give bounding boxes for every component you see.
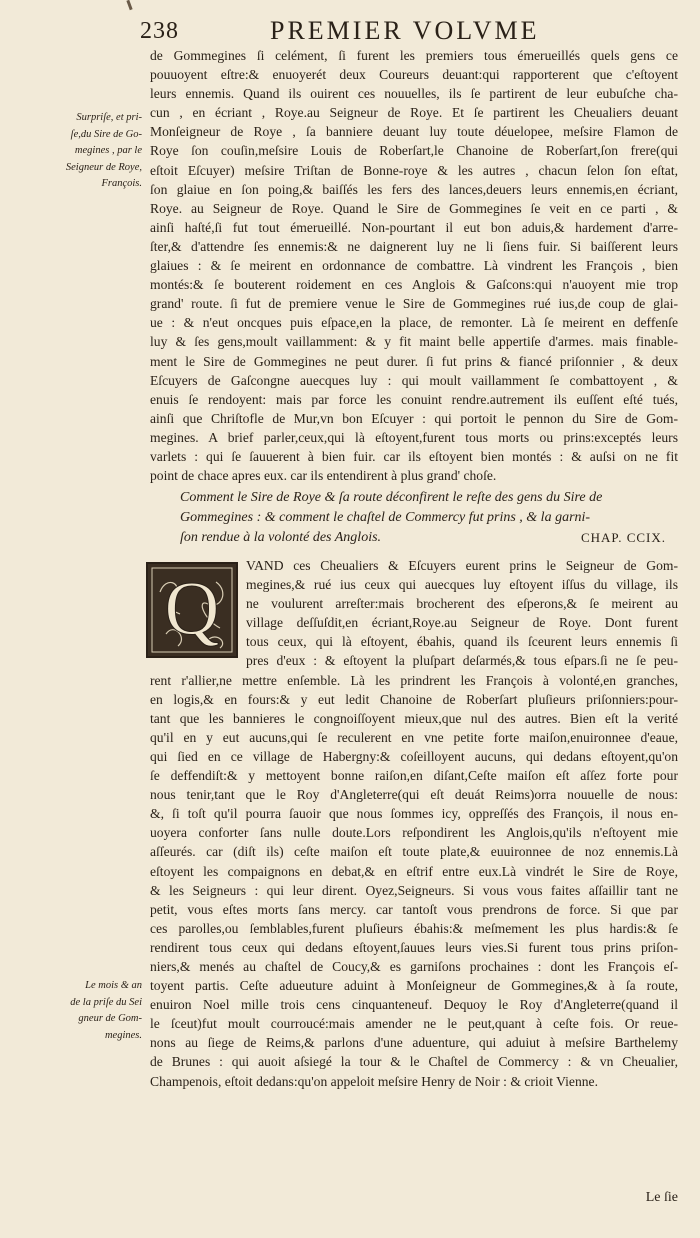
text-line: megines. A brief parler,ceux,qui là eſtoyent,furent tous morts ou prins:exceptés leurs <box>150 429 678 445</box>
text-line: cun , en écriant , Roye.au Seigneur de Roye. Et ſe partirent les Cheualiers deuant <box>150 105 678 121</box>
section-1-text <box>150 46 678 485</box>
text-line: grand' route. ſi fut de premiere venue le Sire de Gommegines rué ius,de coup de glai- <box>150 296 678 312</box>
page-header <box>140 14 680 44</box>
text-line: varlets : qui ſe ſauuerent à bien fuir. car ils eſtoyent bien montés : & auſsi on ne fit <box>150 448 678 464</box>
text-line: ainſi que Chriſtofle de Mur,vn bon Eſcuyer : qui portoit le pennon du Sire de Gom- <box>150 410 678 426</box>
margin-note-line: megines , par le <box>74 145 142 156</box>
section-2-text <box>150 556 678 1091</box>
text-line: eſtoit Eſcuyer) meſsire Triſtan de Bonne-roye & les autres , chacun ſelon ſon eſtat, <box>150 162 678 178</box>
text-line: ainſi haſté,ſi fut tout émerueillé. Non-pourtant il eut bon aduis,& hardement d'arre- <box>150 219 678 235</box>
margin-note-line: ſe,du Sire de Go- <box>70 128 142 140</box>
text-line: le ſceut)fut moult courroucé:mais amender ne le peut,quant à ceſte fois. Or reue- <box>150 1016 678 1032</box>
text-line: eſtoyent les compaignons en debat,& en eſtrif entre eux.Là vindrét le Sire de Roye, <box>150 863 678 879</box>
text-line: ment le Sire de Gommegines ne peut durer. ſi fut prins & fiancé priſonnier , & deux <box>150 353 678 369</box>
running-title: PREMIER VOLVME <box>270 16 540 45</box>
text-line: aſſeurés. car (diſt ils) ceſte maiſon eſt toute plate,& euuironnee de noz ennemis.Là <box>150 844 678 860</box>
text-line: niers,& menés au chaſtel de Coucy,& es garniſons prochaines : dont les François eſ- <box>150 958 678 974</box>
text-line: petit, vous eſtes morts ſans mercy. car tantoſt vous prendrons de force. Si que par <box>150 901 678 917</box>
text-line: & les Seigneurs : qui leur dirent. Oyez,Seigneurs. Si vous vous faites aſſaillir tant ne <box>150 882 678 898</box>
drop-cap-letter: Q <box>164 567 220 651</box>
text-line: Monſeigneur de Roye , ſa banniere deuant luy toute déuelopee, meſsire Flamon de <box>150 124 678 140</box>
margin-note-date <box>54 978 142 1044</box>
margin-note-line: François. <box>101 178 142 189</box>
text-line: de Gommegines ſi celément, ſi furent les premiers tous émerueillés quels gens ce <box>150 48 678 63</box>
text-line: Eſcuyers de Gaſcongne auecques luy : qui moult vaillamment ſe combattoyent , & <box>150 372 678 388</box>
chapter-heading <box>180 488 666 548</box>
margin-note-line: gneur de Gom- <box>78 1013 142 1024</box>
text-line: qui ſied en ce village de Habergny:& coſeilloyent aucuns, qui dedans eſtoyent,qu'on <box>150 748 678 764</box>
catchword: Le ſie <box>645 1190 678 1205</box>
heading-line: ſon rendue à la volonté des Anglois. <box>180 530 382 545</box>
margin-note-line: Le mois & an <box>85 980 142 991</box>
text-line: leurs ennemis. Quand ils ouirent ces nouuelles, ils ſe partirent de leur eubuſche cha- <box>150 86 678 102</box>
text-line: megines,& rué ius ceux qui auecques luy eſtoyent iſſus du village, ils <box>246 577 678 593</box>
text-line: ces parolles,ou ſemblables,furent pluſieurs ébahis:& meſmement les plus hardis:& ſe <box>150 920 678 936</box>
heading-line: Gommegines : & comment le chaſtel de Commercy fut prins , & la garni- <box>180 510 591 525</box>
margin-note-line: de la priſe du Sei <box>70 996 142 1008</box>
text-line: enuis ſe rendoyent: mais par force les conuint rendre.autrement ils euſſent eſté tués, <box>150 391 678 407</box>
text-line: ſe deffendiſt:& y mettoyent bonne raiſon,en diſant,Ceſte maiſon eſt aſſez forte pour <box>150 768 678 784</box>
text-line: rendirent tous ceux qui dedans eſtoyent,ſauues leurs vies.Si furent tous prins priſon- <box>150 939 678 955</box>
margin-note-line: Surpriſe, et pri- <box>76 112 142 123</box>
heading-line: Comment le Sire de Roye & ſa route déconfirent le reſte des gens du Sire de <box>180 490 603 505</box>
page-number: 238 <box>140 18 179 44</box>
text-line: luy & ſes gens,moult vaillamment: & y fit maint belle appertiſe d'armes. mais finable- <box>150 334 678 350</box>
text-line: Roye. au Seigneur de Roye. Quand le Sire de Gommegines ſe veit en ce parti , & <box>150 200 678 216</box>
ink-mark <box>126 0 132 10</box>
margin-note-line: Seigneur de Roye, <box>65 161 142 173</box>
text-line: VAND ces Cheualiers & Eſcuyers eurent prins le Seigneur de Gom- <box>246 558 678 573</box>
text-line: nons au ſiege de Reims,& parlons d'une aduenture, qui aduiut à meſsire Barthelemy <box>150 1035 678 1051</box>
text-line: &, ſi toſt qu'il pourra ſauoir que nous ſommes icy, oppreſſés des François, il nous en- <box>150 806 678 822</box>
text-line: rent r'allier,ne mettre enſemble. Là les prindrent les François à volonté,en granches, <box>150 672 678 688</box>
text-line: uoyera conforter ſans nulle doute.Lors reſpondirent les Anglois,qu'ils n'eſtoyent mie <box>150 825 678 841</box>
text-line: point de chace apres eux. car ils entendirent à plus grand' choſe. <box>150 468 497 484</box>
text-line: Roye ſon couſin,meſsire Louis de Roberſart,le Chanoine de Roberſart,ſon frere(qui <box>150 143 678 159</box>
text-line: ſon glaiue en ſon poing,& baiſſés les fers des lances,deuers leurs ennemis,en écriant, <box>150 181 678 197</box>
margin-note-line: megines. <box>104 1029 142 1041</box>
text-line: de Brunes : qui auoit aſsiegé la tour & le Chaſtel de Commercy : & vn Cheualier, <box>150 1054 678 1070</box>
margin-note-surprise <box>54 110 142 193</box>
text-line: tant que les bannieres le congnoiſſoyent mieux,que nul des autres. Bien eſt la verité <box>150 710 678 726</box>
text-line: ſter,& d'attendre ſes ennemis:& ne daignerent luy ne li ſiens fuir. Si baiſſerent leurs <box>150 238 678 254</box>
text-line: montés:& ſe bouterent roidement en ces Anglois & Gaſcons:qui n'auoyent mie trop <box>150 277 678 293</box>
text-line: nous tenir,tant que le Roy d'Angleterre(qui eſt deuát Reims)orra nouuelle de nous: <box>150 787 678 803</box>
text-line: glaiues : & ſe meirent en ordonnance de combattre. Là vindrent les François , bien <box>150 258 678 274</box>
text-line: toyent partis. Ceſte adueuture aduint à Monſeigneur de Gommegines,& à ſa route, <box>150 978 678 994</box>
text-line: Champenois, eſtoit dedans:qu'on appeloit meſsire Henry de Noir : & crioit Vienne. <box>150 1073 598 1089</box>
text-line: pouuoyent eſtre:& enuoyerét deux Coureurs deuant:qui rapporterent que c'eſtoyent <box>150 67 678 83</box>
text-line: village deſſuſdit,en écriant,Roye.au Seigneur de Roye. Dont furent <box>246 615 678 631</box>
text-line: tous ceux, qui là eſtoyent, ébahis, quand ils ſceurent leurs ennemis ſi <box>246 634 678 650</box>
chapter-label: CHAP. CCIX. <box>580 530 666 545</box>
text-line: ue : & n'eut oncques puis eſpace,en la place, de remonter. Là ſe meirent en deffenſe <box>150 315 678 331</box>
text-line: enuiron Noel mille trois cens cinquanteneuf. Dequoy le Roy d'Angleterre(quand il <box>150 997 678 1013</box>
text-line: qu'il en y eut aucuns,qui ſe reculerent en vne petite forte maiſon,enuironnee d'eaue, <box>150 729 678 745</box>
text-line: en logis,& en fours:& y eut ledit Chanoine de Roberſart pluſieurs priſonniers:pour- <box>150 691 678 707</box>
text-line: pres d'eux : & eſtoyent la pluſpart deſarmés,& tous eſpars.ſi ne ſe peu- <box>246 653 678 669</box>
text-line: ne voulurent arreſter:mais brocherent des eſperons,& ſe meirent au <box>246 596 678 612</box>
